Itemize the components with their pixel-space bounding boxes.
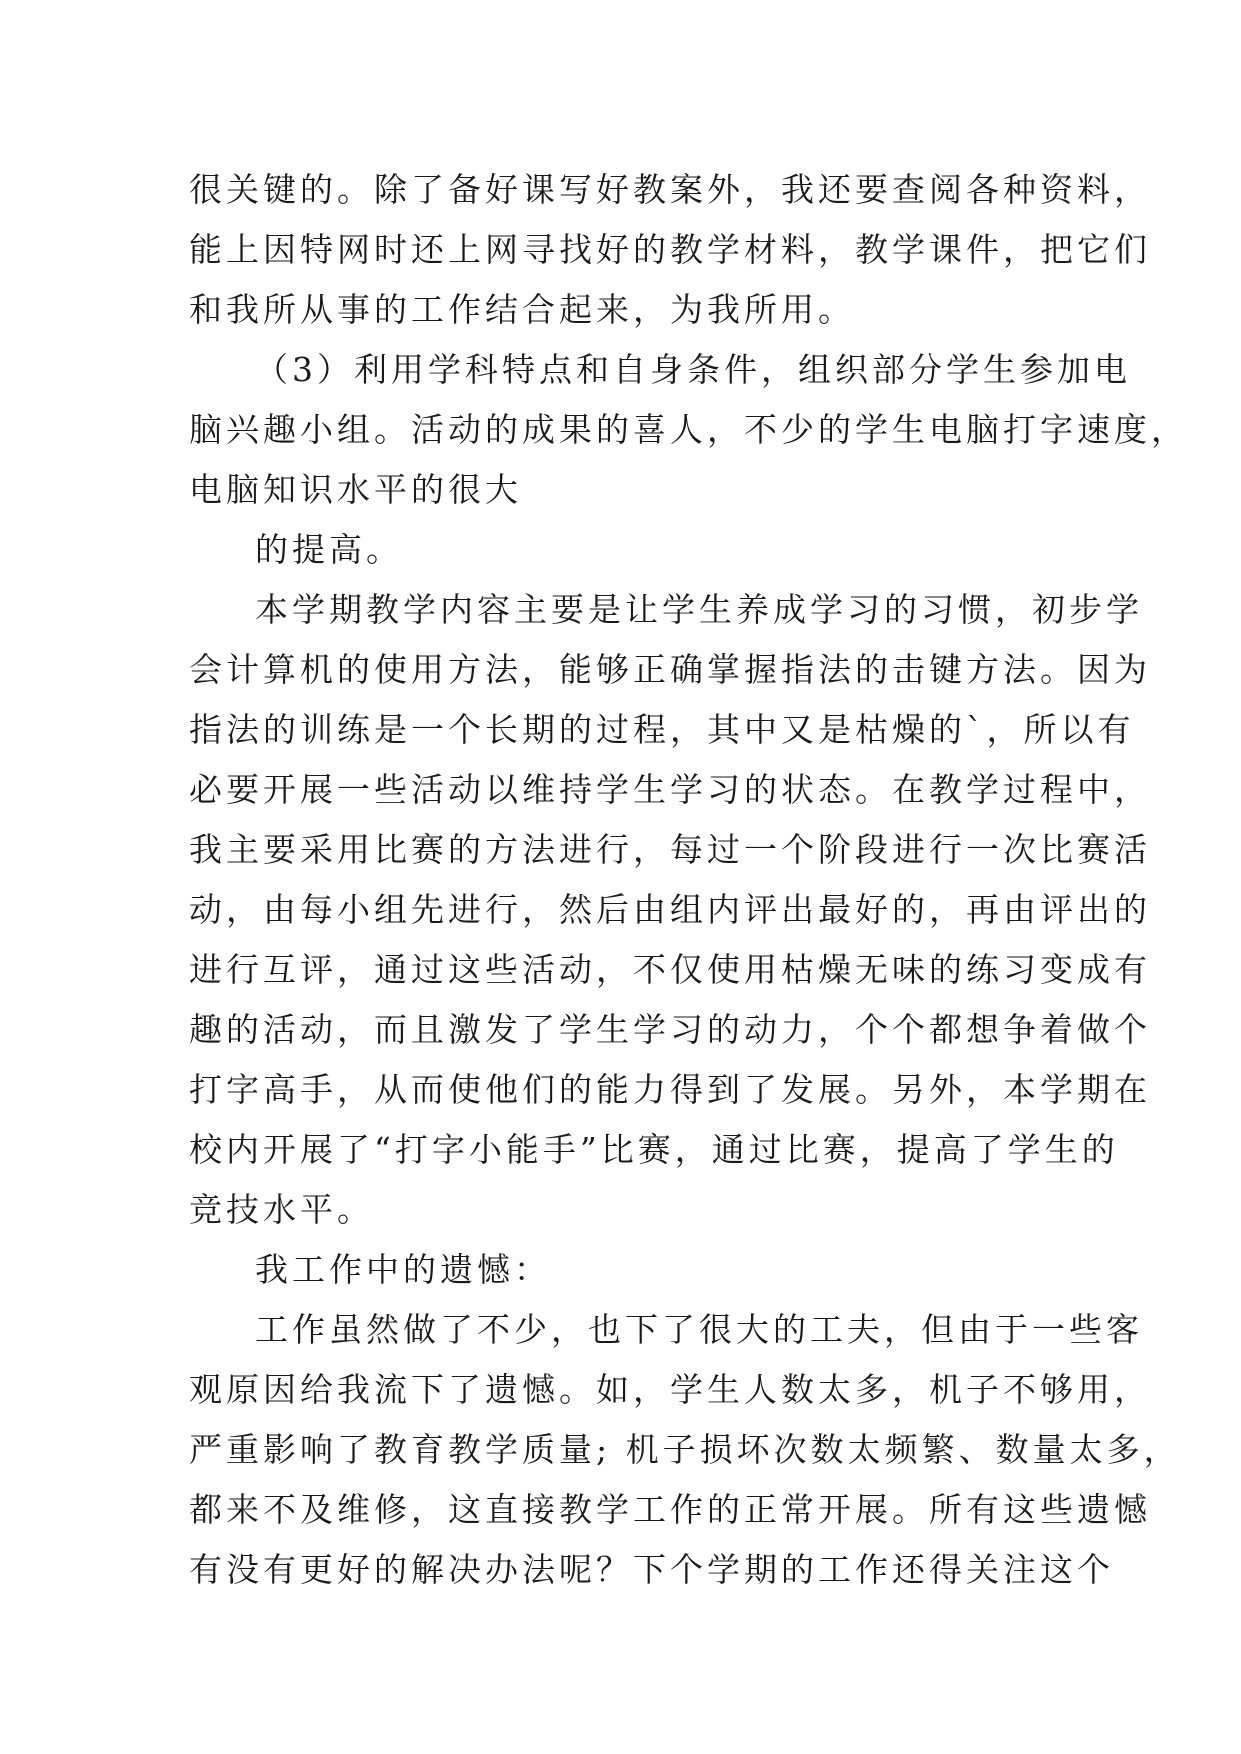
- text-line: 能上因特网时还上网寻找好的教学材料，教学课件，把它们: [189, 230, 1151, 269]
- text-line: 趣的活动，而且激发了学生学习的动力，个个都想争着做个: [189, 1010, 1151, 1049]
- text-line: 打字高手，从而使他们的能力得到了发展。另外，本学期在: [189, 1070, 1151, 1109]
- text-line: 进行互评，通过这些活动，不仅使用枯燥无味的练习变成有: [189, 950, 1151, 989]
- text-line: 脑兴趣小组。活动的成果的喜人，不少的学生电脑打字速度，: [189, 410, 1188, 449]
- text-line: 会计算机的使用方法，能够正确掌握指法的击键方法。因为: [189, 650, 1151, 689]
- text-line: （3）利用学科特点和自身条件，组织部分学生参加电: [255, 350, 1131, 389]
- text-line: 我主要采用比赛的方法进行，每过一个阶段进行一次比赛活: [189, 830, 1151, 869]
- text-line: 很关键的。除了备好课写好教案外，我还要查阅各种资料，: [189, 170, 1151, 209]
- text-line: 和我所从事的工作结合起来，为我所用。: [189, 290, 855, 329]
- text-line: 动，由每小组先进行，然后由组内评出最好的，再由评出的: [189, 890, 1151, 929]
- text-line: 观原因给我流下了遗憾。如，学生人数太多，机子不够用，: [189, 1370, 1151, 1409]
- text-line: 本学期教学内容主要是让学生养成学习的习惯，初步学: [255, 590, 1143, 629]
- text-line: 电脑知识水平的很大: [189, 470, 522, 509]
- text-line: 工作虽然做了不少，也下了很大的工夫，但由于一些客: [255, 1310, 1143, 1349]
- body-text: [189, 160, 1188, 1600]
- text-line: 必要开展一些活动以维持学生学习的状态。在教学过程中，: [189, 770, 1151, 809]
- text-line: 的提高。: [255, 530, 403, 569]
- text-line: 有没有更好的解决办法呢？下个学期的工作还得关注这个: [189, 1550, 1114, 1589]
- text-line: 严重影响了教育教学质量; 机子损坏次数太频繁、数量太多，: [189, 1430, 1181, 1469]
- text-line: 竞技水平。: [189, 1190, 374, 1229]
- section-heading: 我工作中的遗憾：: [255, 1250, 551, 1289]
- text-line: 指法的训练是一个长期的过程，其中又是枯燥的`，所以有: [189, 710, 1135, 749]
- text-line: 校内开展了“打字小能手”比赛，通过比赛，提高了学生的: [189, 1130, 1119, 1169]
- text-line: 都来不及维修，这直接教学工作的正常开展。所有这些遗憾: [189, 1490, 1151, 1529]
